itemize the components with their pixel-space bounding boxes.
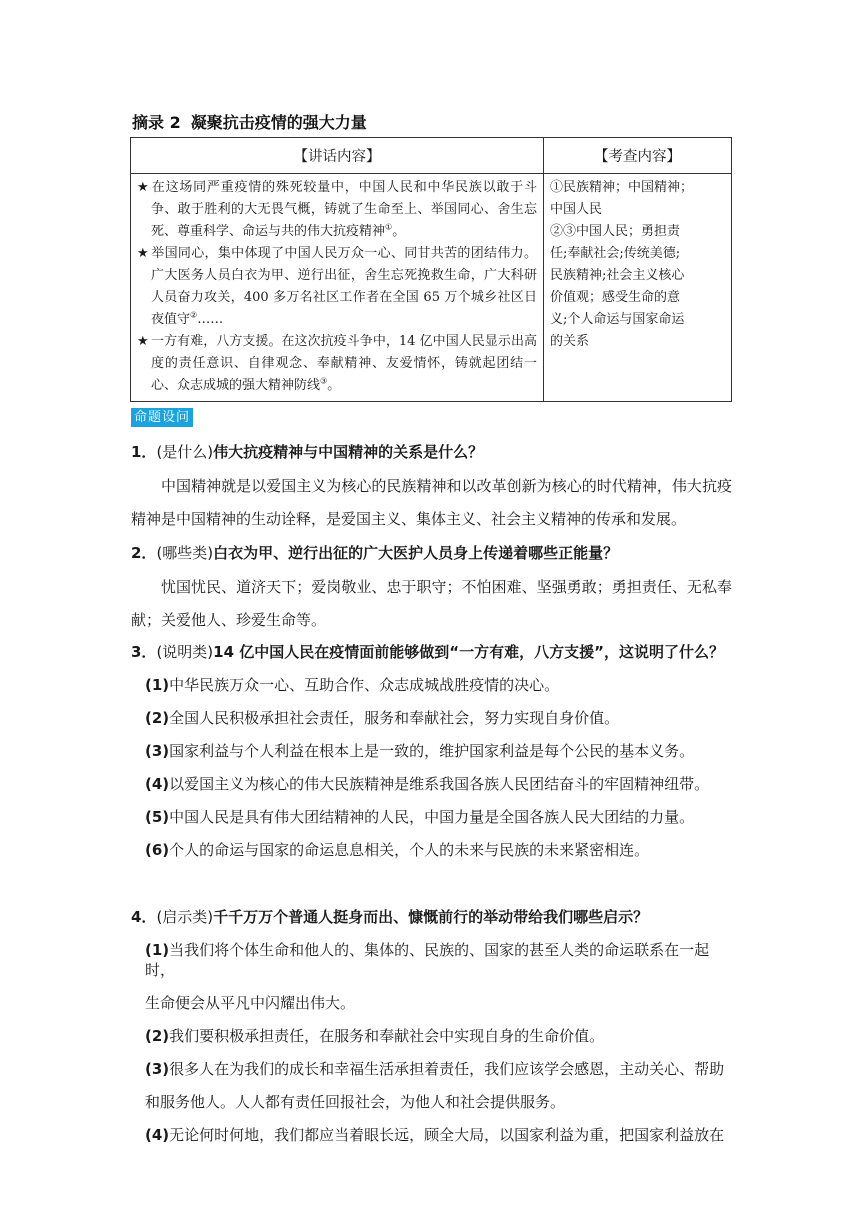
header-exam: 【考查内容】 [544,138,732,174]
answer-item: (2)我们要积极承担责任，在服务和奉献社会中实现自身的生命价值。 [145,1027,605,1045]
star-icon: ★ [137,334,149,349]
answer-item: (6)个人的命运与国家的命运息息相关，个人的未来与民族的未来紧密相连。 [145,841,650,859]
star-icon: ★ [137,180,149,195]
answer-item: (1)中华民族万众一心、互助合作、众志成城战胜疫情的决心。 [145,676,560,694]
answer-item: (1)当我们将个体生命和他人的、集体的、民族的、国家的甚至人类的命运联系在一起时， [145,941,710,979]
speech-exam-table [130,137,732,402]
answer-item: (4)以爱国主义为核心的伟大民族精神是维系我国各族人民团结奋斗的牢固精神纽带。 [145,775,710,793]
answer-paragraph: 中国精神就是以爱国主义为核心的民族精神和以改革创新为核心的时代精神，伟大抗疫精神是中国精神的生动诠释，是爱国主义、集体主义、社会主义精神的传承和发展。 [131,477,732,528]
star-icon: ★ [137,246,149,261]
answer-item-continued: 和服务他人。人人都有责任回报社会，为他人和社会提供服务。 [145,1093,566,1111]
answer-list [145,940,732,1145]
question-title: 3．(说明类)14 亿中国人民在疫情面前能够做到“一方有难，八方支援”，这说明了什么？ [131,643,724,661]
question-title: 2．(哪些类)白衣为甲、逆行出征的广大医护人员身上传递着哪些正能量？ [131,544,619,562]
answer-item: (5)中国人民是具有伟大团结精神的人民，中国力量是全国各族人民大团结的力量。 [145,808,695,826]
speech-item: ★ 举国同心，集中体现了中国人民万众一心、同甘共苦的团结伟力。广大医务人员白衣为甲、逆行出征，舍生忘死挽救生命，广大科研人员奋力攻关，400 多万名社区工作者在全国 65 万个城乡社区日夜值守②…… [137,243,537,331]
answer-item: (3)很多人在为我们的成长和幸福生活承担着责任，我们应该学会感恩，主动关心、帮助 [145,1060,725,1078]
exam-line: 的关系 [550,334,590,349]
exam-line: ①民族精神；中国精神； [550,180,694,195]
answer-item: (3)国家利益与个人利益在根本上是一致的，维护国家利益是每个公民的基本义务。 [145,742,695,760]
answer-list [145,675,732,860]
speech-item: ★ 在这场同严重疫情的殊死较量中，中国人民和中华民族以敢于斗争、敢于胜利的大无畏气概，铸就了生命至上、举国同心、舍生忘死、尊重科学、命运与共的伟大抗疫精神①。 [137,177,537,243]
speech-content-cell [131,174,544,402]
question-block [131,442,732,536]
answer-item-continued: 生命便会从平凡中闪耀出伟大。 [145,994,356,1012]
exam-line: 民族精神;社会主义核心 [550,268,685,283]
question-block [131,543,732,637]
excerpt-label: 摘录 2 [132,113,181,132]
exam-line: 任;奉献社会;传统美德; [550,246,681,261]
question-block [131,642,732,860]
exam-content-cell [544,174,732,402]
question-block [131,907,732,1145]
answer-item: (2)全国人民积极承担社会责任，服务和奉献社会，努力实现自身价值。 [145,709,620,727]
question-title: 1．(是什么)伟大抗疫精神与中国精神的关系是什么？ [131,443,484,461]
excerpt-heading: 凝聚抗击疫情的强大力量 [190,113,367,132]
header-speech: 【讲话内容】 [131,138,544,174]
speech-item: ★ 一方有难，八方支援。在这次抗疫斗争中，14 亿中国人民显示出高度的责任意识、自律观念、奉献精神、友爱情怀，铸就起团结一心、众志成城的强大精神防线③。 [137,331,537,397]
exam-line: 义;个人命运与国家命运 [550,312,685,327]
excerpt-title [132,110,367,133]
answer-paragraph: 忧国忧民、道济天下；爱岗敬业、忠于职守；不怕困难、坚强勇敢；勇担责任、无私奉献；关爱他人、珍爱生命等。 [131,578,732,629]
question-title: 4．(启示类)千千万万个普通人挺身而出、慷慨前行的举动带给我们哪些启示？ [131,908,649,926]
exam-line: 价值观；感受生命的意 [550,290,681,305]
answer-item: (4)无论何时何地，我们都应当着眼长远，顾全大局，以国家利益为重，把国家利益放在 [145,1126,725,1144]
exam-line: ②③中国人民；勇担责 [550,224,681,239]
exam-line: 中国人民 [550,202,603,217]
question-section-badge: 命题设问 [131,408,193,427]
